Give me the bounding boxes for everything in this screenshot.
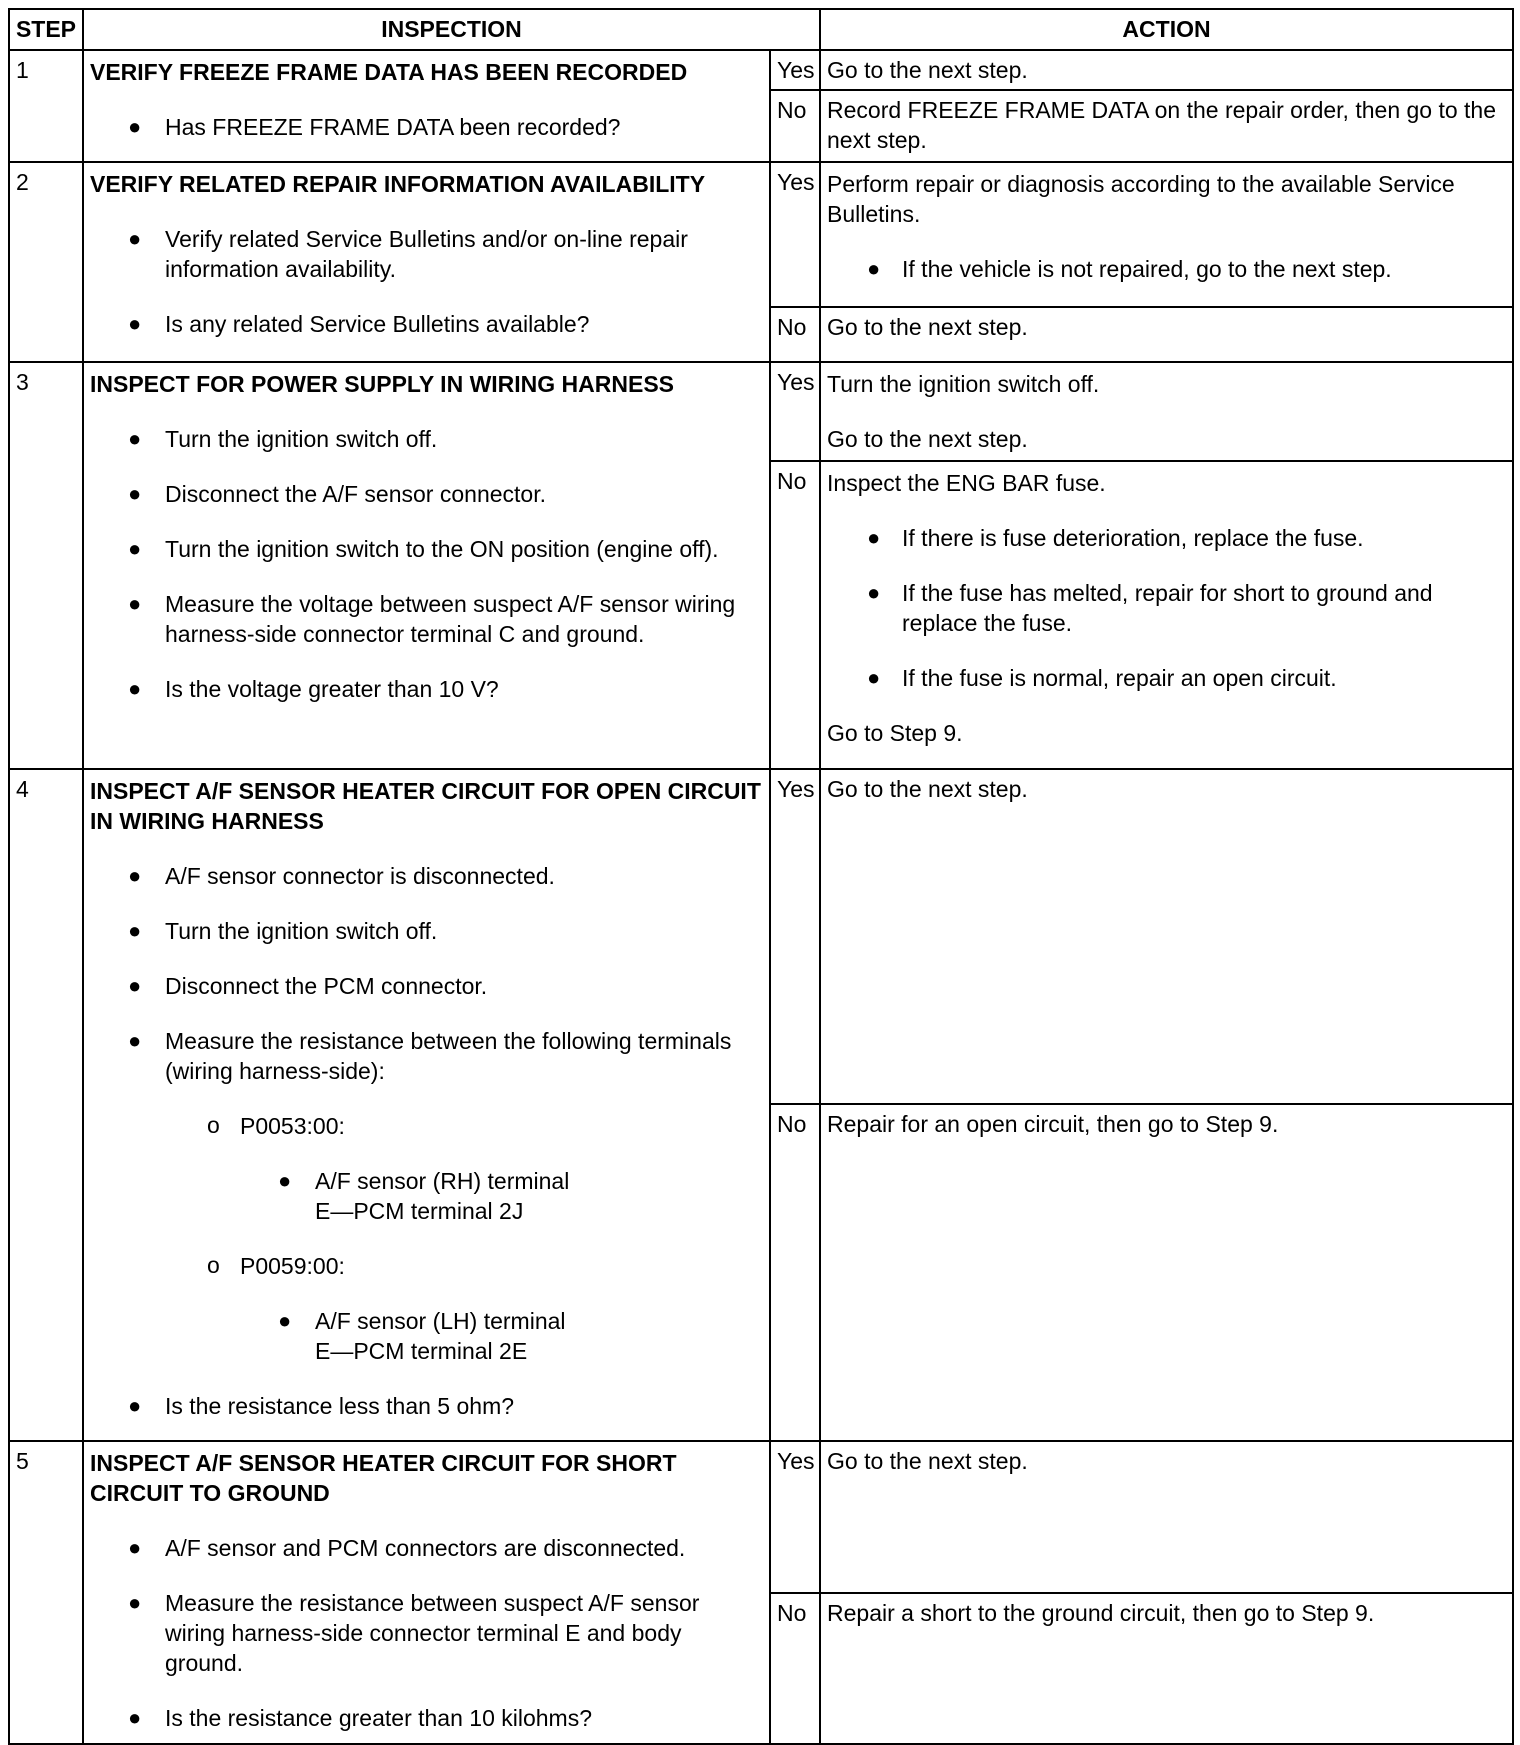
step-5-item: ● Measure the resistance between suspect A/F sensor wiring harness-side connector terminal E and body ground.: [90, 1588, 763, 1678]
step-5-items: [90, 1533, 763, 1733]
step-4-code-list: [90, 1111, 763, 1141]
header-inspection: INSPECTION: [83, 9, 820, 50]
step-3-items: [90, 424, 763, 704]
step-3-title: INSPECT FOR POWER SUPPLY IN WIRING HARNESS: [90, 370, 675, 397]
step-2-yes-label: Yes: [770, 162, 820, 307]
terminal-detail: ● A/F sensor (RH) terminal E—PCM terminal 2J: [90, 1166, 585, 1226]
step-2-yes-bullets: [827, 254, 1506, 284]
step-4-item: ● A/F sensor connector is disconnected.: [90, 861, 763, 891]
step-2-inspection: [83, 162, 770, 362]
step-2-items: [90, 224, 763, 339]
step-4-yes-action: Go to the next step.: [820, 769, 1513, 1105]
step-5-item: ● Is the resistance greater than 10 kilohms?: [90, 1703, 763, 1733]
header-row: [9, 9, 1513, 50]
step-3-no-bullet: ● If the fuse is normal, repair an open circuit.: [827, 663, 1506, 693]
step-2-title: VERIFY RELATED REPAIR INFORMATION AVAILABILITY: [90, 170, 706, 197]
step-4-terminal-list: [90, 1306, 763, 1366]
step-3-yes-label: Yes: [770, 362, 820, 461]
step-1-number: 1: [9, 50, 83, 162]
step-2-yes-row: [9, 162, 1513, 307]
step-4-code-list: [90, 1251, 763, 1281]
step-1-no-label: No: [770, 90, 820, 161]
step-3-no-bullet: ● If there is fuse deterioration, replace the fuse.: [827, 523, 1506, 553]
step-3-yes-row: [9, 362, 1513, 461]
step-4-no-action: Repair for an open circuit, then go to Step 9.: [820, 1104, 1513, 1441]
step-2-yes-action: Perform repair or diagnosis according to the available Service Bulletins.: [827, 170, 1455, 227]
step-2-no-label: No: [770, 307, 820, 362]
step-3-yes-action-2: Go to the next step.: [827, 425, 1028, 452]
step-3-no-action: Inspect the ENG BAR fuse.: [827, 469, 1106, 496]
step-4-number: 4: [9, 769, 83, 1441]
dtc-code: o P0059:00:: [90, 1251, 763, 1281]
step-3-yes-cell: [820, 362, 1513, 461]
step-4-no-label: No: [770, 1104, 820, 1441]
step-3-inspection: [83, 362, 770, 769]
step-2-item: ● Verify related Service Bulletins and/or on-line repair information availability.: [90, 224, 763, 284]
step-2-yes-cell: [820, 162, 1513, 307]
terminal-detail: ● A/F sensor (LH) terminal E—PCM terminal 2E: [90, 1306, 585, 1366]
step-5-no-action: Repair a short to the ground circuit, then go to Step 9.: [820, 1593, 1513, 1744]
step-3-no-label: No: [770, 461, 820, 769]
step-5-no-label: No: [770, 1593, 820, 1744]
header-action: ACTION: [820, 9, 1513, 50]
step-5-yes-row: [9, 1441, 1513, 1594]
step-4-question: ● Is the resistance less than 5 ohm?: [90, 1391, 763, 1421]
step-2-item: ● Is any related Service Bulletins available?: [90, 309, 763, 339]
step-1-no-action: Record FREEZE FRAME DATA on the repair order, then go to the next step.: [820, 90, 1513, 161]
step-4-yes-row: [9, 769, 1513, 1105]
step-1-title: VERIFY FREEZE FRAME DATA HAS BEEN RECORDED: [90, 58, 688, 85]
step-4-title: INSPECT A/F SENSOR HEATER CIRCUIT FOR OPEN CIRCUIT IN WIRING HARNESS: [90, 777, 761, 834]
step-4-item: ● Measure the resistance between the following terminals (wiring harness-side):: [90, 1026, 763, 1086]
step-3-no-bullet: ● If the fuse has melted, repair for short to ground and replace the fuse.: [827, 578, 1506, 638]
step-4-question-list: [90, 1391, 763, 1421]
step-3-item: ● Turn the ignition switch to the ON position (engine off).: [90, 534, 763, 564]
step-5-number: 5: [9, 1441, 83, 1744]
step-3-item: ● Measure the voltage between suspect A/F sensor wiring harness-side connector terminal C and ground.: [90, 589, 763, 649]
step-4-item: ● Turn the ignition switch off.: [90, 916, 763, 946]
step-4-items: [90, 861, 763, 1086]
step-1-yes-label: Yes: [770, 50, 820, 91]
diagnostic-table: [8, 8, 1514, 1745]
step-5-inspection: [83, 1441, 770, 1744]
step-3-no-action-2: Go to Step 9.: [827, 719, 963, 746]
step-1-item: ● Has FREEZE FRAME DATA been recorded?: [90, 112, 763, 142]
step-3-no-bullets: [827, 523, 1506, 693]
step-5-yes-action: Go to the next step.: [820, 1441, 1513, 1594]
step-4-terminal-list: [90, 1166, 763, 1226]
step-4-inspection: [83, 769, 770, 1441]
step-2-number: 2: [9, 162, 83, 362]
step-4-item: ● Disconnect the PCM connector.: [90, 971, 763, 1001]
step-3-no-cell: [820, 461, 1513, 769]
step-5-title: INSPECT A/F SENSOR HEATER CIRCUIT FOR SHORT CIRCUIT TO GROUND: [90, 1449, 677, 1506]
step-3-item: ● Turn the ignition switch off.: [90, 424, 763, 454]
step-2-yes-bullet: ● If the vehicle is not repaired, go to the next step.: [827, 254, 1506, 284]
step-3-item: ● Is the voltage greater than 10 V?: [90, 674, 763, 704]
step-4-yes-label: Yes: [770, 769, 820, 1105]
dtc-code: o P0053:00:: [90, 1111, 763, 1141]
step-1-yes-action: Go to the next step.: [820, 50, 1513, 91]
step-3-item: ● Disconnect the A/F sensor connector.: [90, 479, 763, 509]
step-2-no-action: Go to the next step.: [820, 307, 1513, 362]
header-step: STEP: [9, 9, 83, 50]
step-5-yes-label: Yes: [770, 1441, 820, 1594]
step-1-yes-row: [9, 50, 1513, 91]
step-1-inspection: [83, 50, 770, 162]
step-1-items: [90, 112, 763, 142]
step-5-item: ● A/F sensor and PCM connectors are disconnected.: [90, 1533, 763, 1563]
step-3-yes-action: Turn the ignition switch off.: [827, 370, 1100, 397]
step-3-number: 3: [9, 362, 83, 769]
